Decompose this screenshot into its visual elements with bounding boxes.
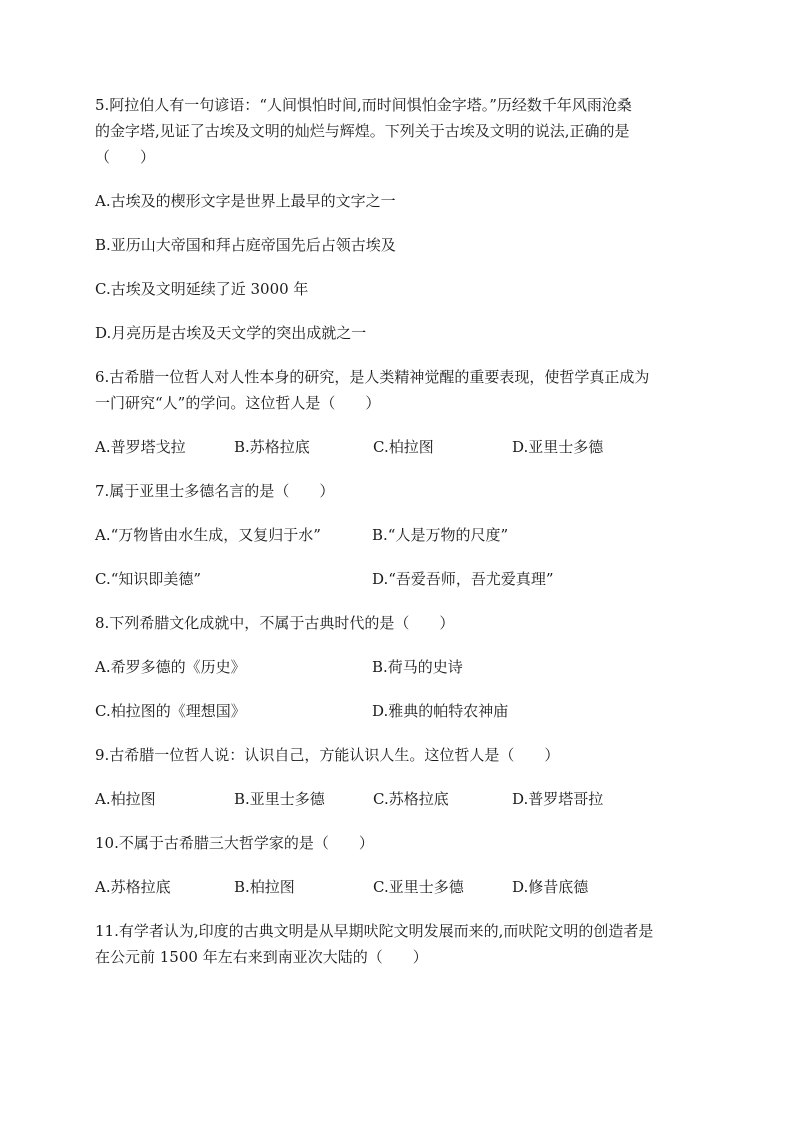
question-9-option-b: B.亚里士多德 <box>234 790 325 808</box>
question-6-option-c: C.柏拉图 <box>373 438 434 456</box>
question-5 <box>95 92 705 170</box>
question-7-option-d: D.“吾爱吾师，吾尤爱真理” <box>372 570 554 588</box>
question-7-option-b: B.“人是万物的尺度” <box>372 526 509 544</box>
question-5-line-1: 5.阿拉伯人有一句谚语：“人间惧怕时间,而时间惧怕金字塔。”历经数千年风雨沧桑 <box>95 96 632 114</box>
question-7-options-row-2 <box>95 566 705 592</box>
question-6-option-d: D.亚里士多德 <box>512 438 604 456</box>
question-8-line-1: 8.下列希腊文化成就中，不属于古典时代的是（ ） <box>95 614 455 632</box>
question-10-option-d: D.修昔底德 <box>512 878 589 896</box>
question-8-option-c: C.柏拉图的《理想国》 <box>95 702 246 720</box>
question-6-option-b: B.苏格拉底 <box>234 438 310 456</box>
question-9 <box>95 742 705 768</box>
exam-page <box>95 92 705 988</box>
question-9-line-1: 9.古希腊一位哲人说：认识自己，方能认识人生。这位哲人是（ ） <box>95 746 560 764</box>
question-8-options-row-1 <box>95 654 705 680</box>
question-7-line-1: 7.属于亚里士多德名言的是（ ） <box>95 482 335 500</box>
question-6 <box>95 364 705 416</box>
question-5-line-3: （ ） <box>95 148 156 166</box>
question-6-line-1: 6.古希腊一位哲人对人性本身的研究，是人类精神觉醒的重要表现，使哲学真正成为 <box>95 368 650 386</box>
question-5-option-d: D.月亮历是古埃及天文学的突出成就之一 <box>95 324 367 342</box>
question-9-option-c: C.苏格拉底 <box>373 790 449 808</box>
question-11 <box>95 918 705 970</box>
question-8-option-b: B.荷马的史诗 <box>372 658 463 676</box>
question-10-line-1: 10.不属于古希腊三大哲学家的是（ ） <box>95 834 374 852</box>
question-5-option-a: A.古埃及的楔形文字是世界上最早的文字之一 <box>95 192 396 210</box>
question-6-option-a: A.普罗塔戈拉 <box>95 438 186 456</box>
question-11-line-1: 11.有学者认为,印度的古典文明是从早期吠陀文明发展而来的,而吠陀文明的创造者是 <box>95 922 654 940</box>
question-8-options-row-2 <box>95 698 705 724</box>
question-11-line-2: 在公元前 1500 年左右来到南亚次大陆的（ ） <box>95 948 428 966</box>
question-7-option-c: C.“知识即美德” <box>95 570 202 588</box>
question-7-option-a: A.“万物皆由水生成，又复归于水” <box>95 526 321 544</box>
question-5-line-2: 的金字塔,见证了古埃及文明的灿烂与辉煌。下列关于古埃及文明的说法,正确的是 <box>95 122 630 140</box>
question-5-option-b: B.亚历山大帝国和拜占庭帝国先后占领古埃及 <box>95 236 396 254</box>
question-8 <box>95 610 705 636</box>
question-10 <box>95 830 705 856</box>
question-10-option-b: B.柏拉图 <box>234 878 295 896</box>
question-9-options <box>95 786 705 812</box>
question-10-option-c: C.亚里士多德 <box>373 878 464 896</box>
question-10-options <box>95 874 705 900</box>
question-8-option-a: A.希罗多德的《历史》 <box>95 658 246 676</box>
question-8-option-d: D.雅典的帕特农神庙 <box>372 702 509 720</box>
question-7 <box>95 478 705 504</box>
question-7-options-row-1 <box>95 522 705 548</box>
question-6-options <box>95 434 705 460</box>
question-9-option-d: D.普罗塔哥拉 <box>512 790 604 808</box>
question-9-option-a: A.柏拉图 <box>95 790 156 808</box>
question-5-option-c: C.古埃及文明延续了近 3000 年 <box>95 280 309 298</box>
question-6-line-2: 一门研究“人”的学问。这位哲人是（ ） <box>95 394 381 412</box>
question-10-option-a: A.苏格拉底 <box>95 878 171 896</box>
